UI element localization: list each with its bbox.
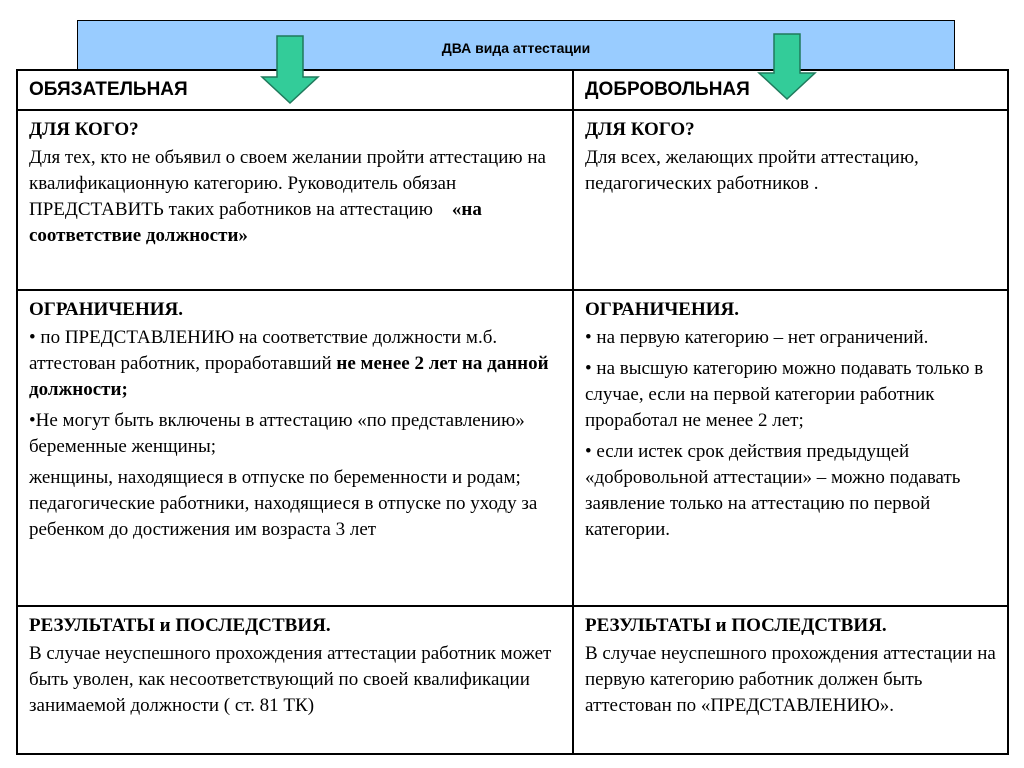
list-item: • на первую категорию – нет ограничений. — [585, 327, 929, 348]
table-row-results — [17, 606, 1008, 754]
title-banner — [77, 20, 955, 70]
section-heading: ОГРАНИЧЕНИЯ. — [29, 299, 183, 320]
attestation-table — [16, 69, 1009, 755]
table-row-who — [17, 110, 1008, 290]
section-heading: ДЛЯ КОГО? — [585, 119, 695, 140]
list-item: женщины, находящиеся в отпуске по беременности и родам; педагогические работники, находящиеся в отпуске по уходу за ребенком до достижения им возраста 3 лет — [29, 467, 538, 540]
table-row-limits — [17, 290, 1008, 606]
section-heading: ДЛЯ КОГО? — [29, 119, 139, 140]
cell-mandatory-who — [17, 110, 573, 290]
who-text: Для всех, желающих пройти аттестацию, педагогических работников . — [585, 147, 919, 194]
who-text: Для тех, кто не объявил о своем желании пройти аттестацию на квалификационную категорию. Руководитель обязан ПРЕДСТАВИТЬ таких работников на аттестацию — [29, 147, 546, 220]
limit-text-bold: не менее 2 лет на данной должности; — [29, 353, 549, 400]
down-arrow-icon — [260, 35, 320, 105]
who-text-bold: «на соответствие должности» — [29, 199, 482, 246]
results-text: В случае неуспешного прохождения аттестации на первую категорию работник должен быть аттестован по «ПРЕДСТАВЛЕНИЮ». — [585, 643, 996, 716]
results-text: В случае неуспешного прохождения аттестации работник может быть уволен, как несоответствующий по своей квалификации занимаемой должности ( ст. 81 ТК) — [29, 643, 552, 716]
list-item: • на высшую категорию можно подавать только в случае, если на первой категории работник проработал не менее 2 лет; — [585, 358, 984, 431]
cell-mandatory-results — [17, 606, 573, 754]
cell-mandatory-limits — [17, 290, 573, 606]
list-item: •Не могут быть включены в аттестацию «по представлению» беременные женщины; — [29, 410, 525, 457]
column-header-mandatory: ОБЯЗАТЕЛЬНАЯ — [17, 70, 573, 110]
page-title: ДВА вида аттестации — [441, 40, 591, 56]
limit-text: • по ПРЕДСТАВЛЕНИЮ на соответствие должности м.б. аттестован работник, проработавший — [29, 327, 498, 374]
header-row — [17, 70, 1008, 110]
section-heading: ОГРАНИЧЕНИЯ. — [585, 299, 739, 320]
list-item: • если истек срок действия предыдущей «добровольной аттестации» – можно подавать заявление только на аттестацию по первой категории. — [585, 441, 961, 540]
cell-voluntary-limits — [573, 290, 1008, 606]
section-heading: РЕЗУЛЬТАТЫ и ПОСЛЕДСТВИЯ. — [585, 615, 887, 636]
down-arrow-icon — [757, 33, 817, 101]
list-item — [29, 325, 562, 403]
cell-voluntary-who — [573, 110, 1008, 290]
cell-voluntary-results — [573, 606, 1008, 754]
column-header-voluntary: ДОБРОВОЛЬНАЯ — [573, 70, 1008, 110]
section-heading: РЕЗУЛЬТАТЫ и ПОСЛЕДСТВИЯ. — [29, 615, 331, 636]
